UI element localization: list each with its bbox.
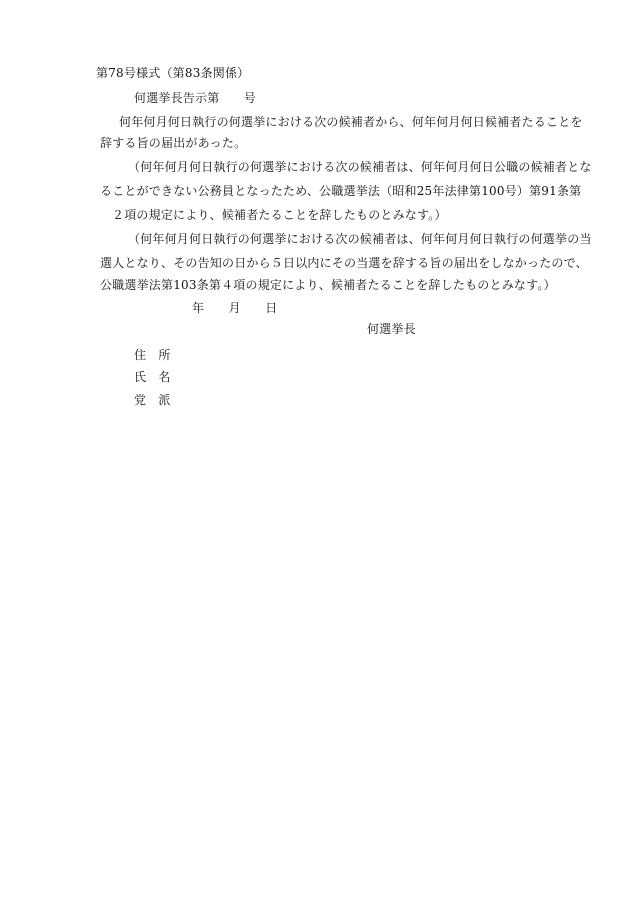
address-label: 住 所 xyxy=(134,348,171,362)
name-label: 氏 名 xyxy=(134,370,171,384)
alternative-text-1-line-1: （何年何月何日執行の何選挙における次の候補者は、何年何月何日公職の候補者とな xyxy=(128,160,592,174)
main-text-line-2: 辞する旨の届出があった。 xyxy=(100,136,247,150)
main-text-line-1: 何年何月何日執行の何選挙における次の候補者から、何年何月何日候補者たることを xyxy=(119,115,583,129)
party-label: 党 派 xyxy=(134,393,171,407)
alternative-text-2-line-1: （何年何月何日執行の何選挙における次の候補者は、何年何月何日執行の何選挙の当 xyxy=(128,232,592,246)
alternative-text-2-line-2: 選人となり、その告知の日から５日以内にその当選を辞する旨の届出をしなかったので、 xyxy=(100,256,588,270)
signer: 何選挙長 xyxy=(367,322,416,336)
notice-heading: 何選挙長告示第 号 xyxy=(134,91,257,105)
date-line: 年 月 日 xyxy=(192,301,278,315)
form-title: 第78号様式（第83条関係） xyxy=(96,66,250,80)
alternative-text-1-line-2: ることができない公務員となったため、公職選挙法（昭和25年法律第100号）第91条第 xyxy=(100,184,582,198)
alternative-text-2-line-3: 公職選挙法第103条第４項の規定により、候補者たることを辞したものとみなす。） xyxy=(100,278,556,292)
alternative-text-1-line-3: ２項の規定により、候補者たることを辞したものとみなす。） xyxy=(112,208,447,222)
